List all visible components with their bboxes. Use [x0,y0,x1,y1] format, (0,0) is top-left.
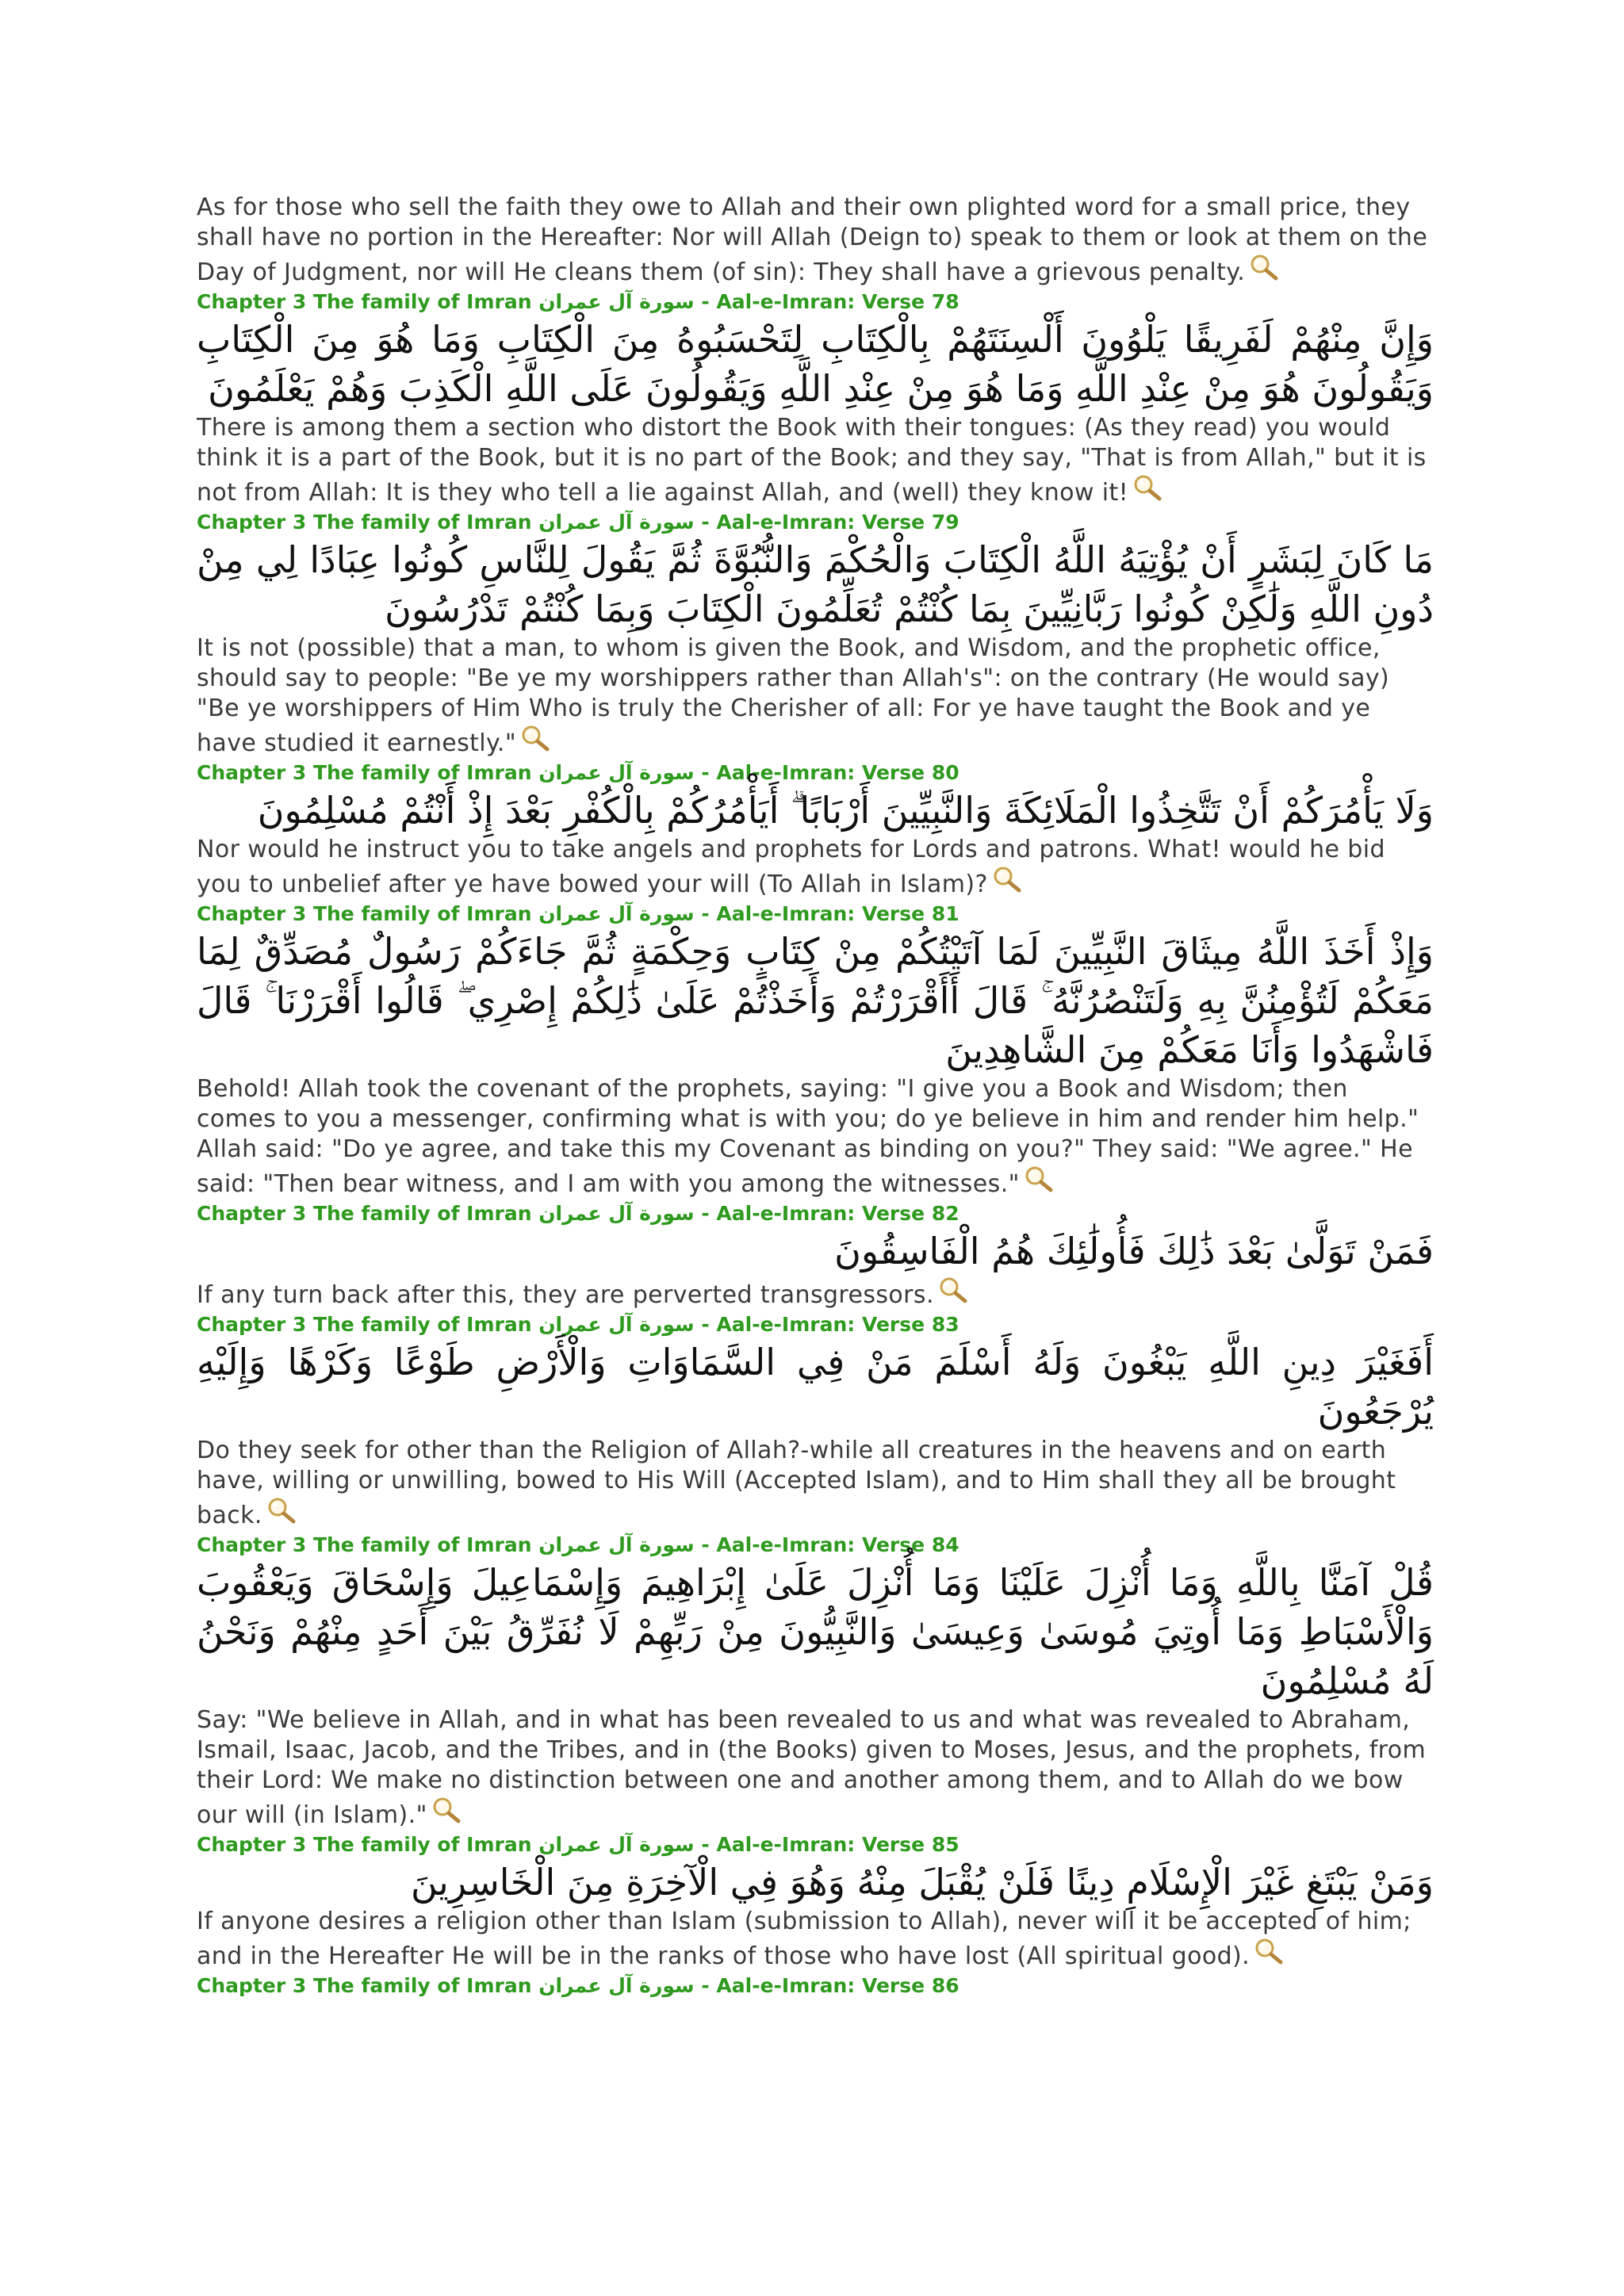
verse-block [197,510,1434,759]
translation-text: Behold! Allah took the covenant of the prophets, saying: "I give you a Book and Wisdom; then comes to you a messenger, confirming what is with you; do ye believe in him and render him help." Allah said: "Do ye agree, and take this my Covenant as binding on you?" They said: "We agree." He said: "Then bear witness, and I am with you among the witnesses." [197,1075,1419,1198]
chapter-verse-heading [197,1533,1434,1558]
heading-verse-word: Verse [861,1313,925,1336]
heading-separator: - [701,1833,710,1856]
heading-verse-number: 84 [931,1533,959,1556]
translation-text: As for those who sell the faith they owe to Allah and their own plighted word for a small price, they shall have no portion in the Hereafter: Nor will Allah (Deign to) speak to them or look at them on the Day of Judgment, nor will He cleans them (of sin): They shall have a grievous penalty. [197,193,1428,286]
heading-verse-word: Verse [861,1974,925,1997]
heading-surah-latin: Aal-e-Imran: [716,1833,856,1856]
arabic-verse-text: أَفَغَيْرَ دِينِ اللَّهِ يَبْغُونَ وَلَهُ أَسْلَمَ مَنْ فِي السَّمَاوَاتِ وَالْأَرْضِ طَوْعًا وَكَرْهًا وَإِلَيْهِ يُرْجَعُونَ [197,1341,1434,1433]
magnifier-icon[interactable] [1253,1937,1285,1965]
verse-translation [197,1705,1434,1831]
translation-text: Nor would he instruct you to take angels and prophets for Lords and patrons. What! would he bid you to unbelief after ye have bowed your will (To Allah in Islam)? [197,836,1385,898]
heading-chapter: Chapter 3 The family of Imran [197,1833,532,1856]
heading-separator: - [701,1974,710,1997]
heading-verse-number: 83 [931,1313,959,1336]
translation-text: If anyone desires a religion other than Islam (submission to Allah), never will it be accepted of him; and in the Hereafter He will be in the ranks of those who have lost (All spiritual good). [197,1908,1411,1970]
heading-chapter: Chapter 3 The family of Imran [197,1533,532,1556]
heading-verse-word: Verse [861,1833,925,1856]
heading-chapter: Chapter 3 The family of Imran [197,1202,532,1225]
chapter-verse-heading [197,1973,1434,1999]
heading-surah-arabic: سورة آل عمران [538,290,695,313]
verse-translation [197,633,1434,759]
heading-surah-arabic: سورة آل عمران [538,1533,695,1556]
magnifier-icon[interactable] [519,724,551,752]
heading-verse-word: Verse [861,1202,925,1225]
chapter-verse-heading [197,1201,1434,1226]
verse-list [197,289,1434,1972]
heading-chapter: Chapter 3 The family of Imran [197,290,532,313]
heading-separator: - [701,511,710,534]
heading-verse-word: Verse [861,511,925,534]
heading-separator: - [701,902,710,925]
heading-verse-word: Verse [861,1533,925,1556]
heading-separator: - [701,1533,710,1556]
heading-surah-latin: Aal-e-Imran: [716,1974,856,1997]
intro-translation [197,193,1434,288]
verse-block [197,901,1434,1200]
verse-translation [197,1436,1434,1531]
heading-verse-number: 85 [931,1833,959,1856]
arabic-verse-text: فَمَنْ تَوَلَّىٰ بَعْدَ ذَٰلِكَ فَأُولَٰئِكَ هُمُ الْفَاسِقُونَ [834,1230,1434,1272]
arabic-verse-text: وَلَا يَأْمُرَكُمْ أَنْ تَتَّخِذُوا الْمَلَائِكَةَ وَالنَّبِيِّينَ أَرْبَابًا ۗ أَيَأْمُرُكُمْ بِالْكُفْرِ بَعْدَ إِذْ أَنْتُمْ مُسْلِمُونَ [257,789,1434,832]
verse-translation [197,1074,1434,1200]
heading-verse-word: Verse [861,290,925,313]
heading-separator: - [701,290,710,313]
heading-chapter: Chapter 3 The family of Imran [197,511,532,534]
heading-surah-latin: Aal-e-Imran: [716,1533,856,1556]
heading-verse-number: 86 [931,1974,959,1997]
verse-block [197,289,1434,508]
heading-chapter: Chapter 3 The family of Imran [197,902,532,925]
heading-surah-latin: Aal-e-Imran: [716,761,856,784]
heading-surah-arabic: سورة آل عمران [538,1202,695,1225]
verse-translation [197,1276,1434,1311]
heading-surah-latin: Aal-e-Imran: [716,1202,856,1225]
heading-surah-arabic: سورة آل عمران [538,1833,695,1856]
verse-translation [197,835,1434,900]
magnifier-icon[interactable] [991,865,1023,894]
heading-chapter: Chapter 3 The family of Imran [197,761,532,784]
heading-chapter: Chapter 3 The family of Imran [197,1313,532,1336]
translation-text: If any turn back after this, they are perverted transgressors. [197,1281,934,1309]
heading-surah-latin: Aal-e-Imran: [716,511,856,534]
translation-text: It is not (possible) that a man, to whom is given the Book, and Wisdom, and the prophetic office, should say to people: "Be ye my worshippers rather than Allah's": on the contrary (He would say) "Be ye worshippers of Him Who is truly the Cherisher of all: For ye have taught the Book and ye have studied it earnestly." [197,634,1390,757]
translation-text: There is among them a section who distort the Book with their tongues: (As they read) you would think it is a part of the Book, but it is no part of the Book; and they say, "That is from Allah," but it is not from Allah: It is they who tell a lie against Allah, and (well) they know it! [197,414,1427,507]
heading-separator: - [701,1202,710,1225]
magnifier-icon[interactable] [1023,1165,1055,1193]
heading-verse-number: 80 [931,761,959,784]
verse-block [197,1201,1434,1311]
heading-surah-latin: Aal-e-Imran: [716,290,856,313]
verse-translation [197,413,1434,508]
magnifier-icon[interactable] [431,1796,462,1824]
translation-text: Say: "We believe in Allah, and in what has been revealed to us and what was revealed to Abraham, Ismail, Isaac, Jacob, and the Tribes, and in (the Books) given to Moses, Jesus, and the prophets, from their Lord: We make no distinction between one and another among them, and to Allah do we bow our will (in Islam)." [197,1706,1427,1829]
heading-verse-number: 82 [931,1202,959,1225]
heading-verse-word: Verse [861,761,925,784]
translation-text: Do they seek for other than the Religion of Allah?-while all creatures in the heavens and on earth have, willing or unwilling, bowed to His Will (Accepted Islam), and to Him shall they all be brought back. [197,1437,1396,1529]
chapter-verse-heading [197,510,1434,535]
verse-translation [197,1907,1434,1972]
heading-surah-arabic: سورة آل عمران [538,1313,695,1336]
arabic-verse-text: قُلْ آمَنَّا بِاللَّهِ وَمَا أُنْزِلَ عَلَيْنَا وَمَا أُنْزِلَ عَلَىٰ إِبْرَاهِيمَ وَإِسْمَاعِيلَ وَإِسْحَاقَ وَيَعْقُوبَ وَالْأَسْبَاطِ وَمَا أُوتِيَ مُوسَىٰ وَعِيسَىٰ وَالنَّبِيُّونَ مِنْ رَبِّهِمْ لَا نُفَرِّقُ بَيْنَ أَحَدٍ مِنْهُمْ وَنَحْنُ لَهُ مُسْلِمُونَ [197,1561,1434,1702]
magnifier-icon[interactable] [1248,253,1280,281]
heading-surah-arabic: سورة آل عمران [538,511,695,534]
heading-verse-number: 79 [931,511,959,534]
magnifier-icon[interactable] [937,1276,969,1304]
arabic-verse-text: مَا كَانَ لِبَشَرٍ أَنْ يُؤْتِيَهُ اللَّهُ الْكِتَابَ وَالْحُكْمَ وَالنُّبُوَّةَ ثُمَّ يَقُولَ لِلنَّاسِ كُونُوا عِبَادًا لِي مِنْ دُونِ اللَّهِ وَلَٰكِنْ كُونُوا رَبَّانِيِّينَ بِمَا كُنْتُمْ تُعَلِّمُونَ الْكِتَابَ وَبِمَا كُنْتُمْ تَدْرُسُونَ [197,538,1434,630]
chapter-verse-heading [197,901,1434,927]
heading-surah-arabic: سورة آل عمران [538,902,695,925]
heading-surah-arabic: سورة آل عمران [538,1974,695,1997]
heading-surah-latin: Aal-e-Imran: [716,1313,856,1336]
arabic-verse-text: وَمَنْ يَبْتَغِ غَيْرَ الْإِسْلَامِ دِينًا فَلَنْ يُقْبَلَ مِنْهُ وَهُوَ فِي الْآخِرَةِ مِنَ الْخَاسِرِينَ [411,1861,1434,1904]
chapter-verse-heading [197,1832,1434,1858]
heading-surah-latin: Aal-e-Imran: [716,902,856,925]
verse-block [197,1832,1434,1972]
verse-block [197,760,1434,900]
arabic-verse-text: وَإِذْ أَخَذَ اللَّهُ مِيثَاقَ النَّبِيِّينَ لَمَا آتَيْتُكُمْ مِنْ كِتَابٍ وَحِكْمَةٍ ثُمَّ جَاءَكُمْ رَسُولٌ مُصَدِّقٌ لِمَا مَعَكُمْ لَتُؤْمِنُنَّ بِهِ وَلَتَنْصُرُنَّهُ ۚ قَالَ أَأَقْرَرْتُمْ وَأَخَذْتُمْ عَلَىٰ ذَٰلِكُمْ إِصْرِي ۖ قَالُوا أَقْرَرْنَا ۚ قَالَ فَاشْهَدُوا وَأَنَا مَعَكُمْ مِنَ الشَّاهِدِينَ [197,930,1434,1071]
magnifier-icon[interactable] [1132,473,1163,502]
heading-separator: - [701,1313,710,1336]
document-page [197,193,1434,1999]
chapter-verse-heading [197,1312,1434,1337]
heading-verse-word: Verse [861,902,925,925]
chapter-verse-heading [197,289,1434,315]
heading-surah-arabic: سورة آل عمران [538,761,695,784]
magnifier-icon[interactable] [266,1496,297,1525]
heading-separator: - [701,761,710,784]
heading-verse-number: 81 [931,902,959,925]
arabic-verse-text: وَإِنَّ مِنْهُمْ لَفَرِيقًا يَلْوُونَ أَلْسِنَتَهُمْ بِالْكِتَابِ لِتَحْسَبُوهُ مِنَ الْكِتَابِ وَمَا هُوَ مِنَ الْكِتَابِ وَيَقُولُونَ هُوَ مِنْ عِنْدِ اللَّهِ وَمَا هُوَ مِنْ عِنْدِ اللَّهِ وَيَقُولُونَ عَلَى اللَّهِ الْكَذِبَ وَهُمْ يَعْلَمُونَ [197,318,1434,410]
chapter-verse-heading [197,760,1434,786]
verse-block [197,1533,1434,1831]
heading-chapter: Chapter 3 The family of Imran [197,1974,532,1997]
heading-verse-number: 78 [931,290,959,313]
verse-block [197,1312,1434,1531]
